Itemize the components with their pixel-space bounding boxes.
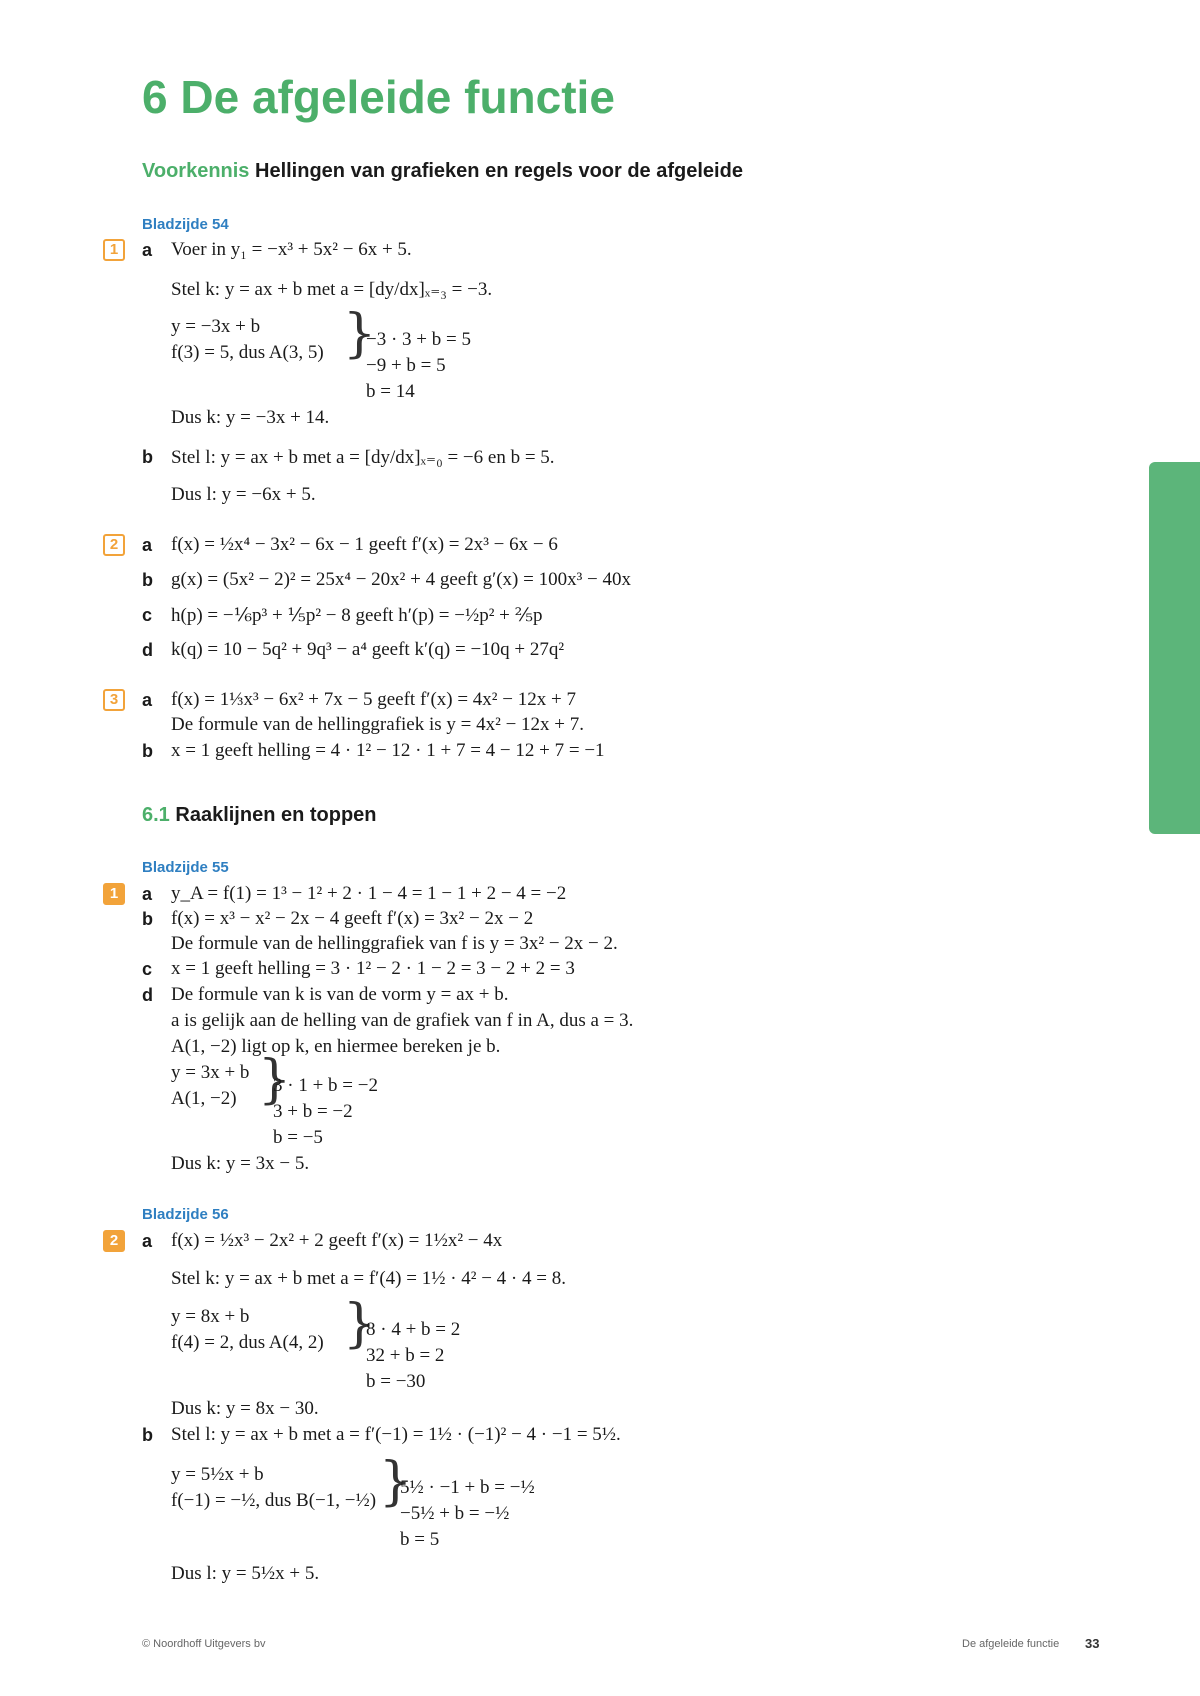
part-label-a: a	[142, 1231, 153, 1251]
brace-symbol: }	[343, 304, 377, 364]
conclusion: Dus k: y = 3x − 5.	[171, 1153, 310, 1174]
answer-line: k(q) = 10 − 5q² + 9q³ − a⁴ geeft k′(q) = −10q + 27q²	[171, 639, 565, 660]
system-left: y = −3x + b	[171, 316, 261, 337]
system-right: 3 + b = −2	[273, 1101, 353, 1122]
system-right: −3 · 3 + b = 5	[366, 329, 471, 350]
section-number: 6.1	[142, 804, 170, 826]
system-right: 5½ · −1 + b = −½	[400, 1477, 535, 1498]
system-right: b = −30	[366, 1371, 426, 1392]
system-left: f(3) = 5, dus A(3, 5)	[171, 342, 324, 363]
voorkennis-heading	[142, 160, 743, 183]
system-left: A(1, −2)	[171, 1088, 237, 1109]
system-right: b = 14	[366, 381, 415, 402]
answer-line: h(p) = −⅙p³ + ⅕p² − 8 geeft h′(p) = −½p² + ⅖p	[171, 605, 543, 626]
system-left: y = 5½x + b	[171, 1464, 264, 1485]
system-right: 8 · 4 + b = 2	[366, 1319, 461, 1340]
part-label-c: c	[142, 959, 153, 979]
brace-symbol: }	[379, 1452, 413, 1512]
system-left: f(4) = 2, dus A(4, 2)	[171, 1332, 324, 1353]
question-number-1: 1	[103, 239, 125, 261]
part-label-c: c	[142, 605, 153, 625]
system-left: f(−1) = −½, dus B(−1, −½)	[171, 1490, 377, 1511]
part-label-b: b	[142, 909, 153, 929]
answer-line: De formule van de hellinggrafiek is y = 4x² − 12x + 7.	[171, 714, 584, 735]
answer-line: a is gelijk aan de helling van de grafiek van f in A, dus a = 3.	[171, 1010, 634, 1031]
answer-line: Stel l: y = ax + b met a = [dy/dx]ₓ₌₀ = −6 en b = 5.	[171, 447, 555, 468]
question-number-1: 1	[103, 883, 125, 905]
answer-line: f(x) = 1⅓x³ − 6x² + 7x − 5 geeft f′(x) = 4x² − 12x + 7	[171, 689, 576, 710]
system-right: 32 + b = 2	[366, 1345, 445, 1366]
part-label-b: b	[142, 1425, 153, 1445]
answer-line: Voer in y₁ = −x³ + 5x² − 6x + 5.	[171, 239, 412, 260]
answer-line: A(1, −2) ligt op k, en hiermee bereken je b.	[171, 1036, 501, 1057]
answer-line: x = 1 geeft helling = 3 · 1² − 2 · 1 − 2 = 3 − 2 + 2 = 3	[171, 958, 575, 979]
part-label-d: d	[142, 985, 153, 1005]
answer-line: f(x) = ½x⁴ − 3x² − 6x − 1 geeft f′(x) = 2x³ − 6x − 6	[171, 534, 558, 555]
section-heading-6-1	[142, 804, 377, 827]
answer-line: f(x) = x³ − x² − 2x − 4 geeft f′(x) = 3x² − 2x − 2	[171, 908, 534, 929]
conclusion: Dus l: y = −6x + 5.	[171, 484, 316, 505]
system-right: b = 5	[400, 1529, 440, 1550]
footer-copyright: © Noordhoff Uitgevers bv	[142, 1638, 266, 1650]
answer-line: Stel k: y = ax + b met a = [dy/dx]ₓ₌₃ = −3.	[171, 279, 493, 300]
chapter-title: 6 De afgeleide functie	[142, 71, 615, 123]
answer-line: De formule van k is van de vorm y = ax + b.	[171, 984, 509, 1005]
system-left: y = 3x + b	[171, 1062, 250, 1083]
voorkennis-title: Hellingen van grafieken en regels voor de afgeleide	[255, 160, 743, 182]
system-right: 3 · 1 + b = −2	[273, 1075, 378, 1096]
part-label-a: a	[142, 884, 153, 904]
part-label-b: b	[142, 741, 153, 761]
question-number-3: 3	[103, 689, 125, 711]
conclusion: Dus k: y = 8x − 30.	[171, 1398, 319, 1419]
part-label-b: b	[142, 570, 153, 590]
page-number: 33	[1085, 1636, 1100, 1651]
answer-line: De formule van de hellinggrafiek van f is y = 3x² − 2x − 2.	[171, 933, 618, 954]
page-ref-55: Bladzijde 55	[142, 859, 229, 876]
system-right: b = −5	[273, 1127, 323, 1148]
chapter-side-tab	[1149, 462, 1200, 834]
part-label-a: a	[142, 240, 153, 260]
part-label-a: a	[142, 690, 153, 710]
conclusion: Dus k: y = −3x + 14.	[171, 407, 330, 428]
system-right: −9 + b = 5	[366, 355, 446, 376]
answer-line: Stel l: y = ax + b met a = f′(−1) = 1½ · (−1)² − 4 · −1 = 5½.	[171, 1424, 621, 1445]
answer-line: Stel k: y = ax + b met a = f′(4) = 1½ · 4² − 4 · 4 = 8.	[171, 1268, 566, 1289]
conclusion: Dus l: y = 5½x + 5.	[171, 1563, 320, 1584]
part-label-b: b	[142, 447, 153, 467]
voorkennis-label: Voorkennis	[142, 160, 250, 182]
page-ref-54: Bladzijde 54	[142, 216, 229, 233]
footer-chapter: De afgeleide functie	[962, 1638, 1060, 1650]
brace-symbol: }	[343, 1294, 377, 1354]
answer-line: g(x) = (5x² − 2)² = 25x⁴ − 20x² + 4 geeft g′(x) = 100x³ − 40x	[171, 569, 632, 590]
brace-symbol: }	[258, 1050, 292, 1110]
page-ref-56: Bladzijde 56	[142, 1206, 229, 1223]
answer-line: x = 1 geeft helling = 4 · 1² − 12 · 1 + 7 = 4 − 12 + 7 = −1	[171, 740, 605, 761]
part-label-a: a	[142, 535, 153, 555]
part-label-d: d	[142, 640, 153, 660]
answer-line: f(x) = ½x³ − 2x² + 2 geeft f′(x) = 1½x² − 4x	[171, 1230, 503, 1251]
system-left: y = 8x + b	[171, 1306, 250, 1327]
system-right: −5½ + b = −½	[400, 1503, 510, 1524]
question-number-2: 2	[103, 1230, 125, 1252]
question-number-2: 2	[103, 534, 125, 556]
answer-line: y_A = f(1) = 1³ − 1² + 2 · 1 − 4 = 1 − 1 + 2 − 4 = −2	[171, 883, 567, 904]
section-title: Raaklijnen en toppen	[175, 804, 377, 826]
